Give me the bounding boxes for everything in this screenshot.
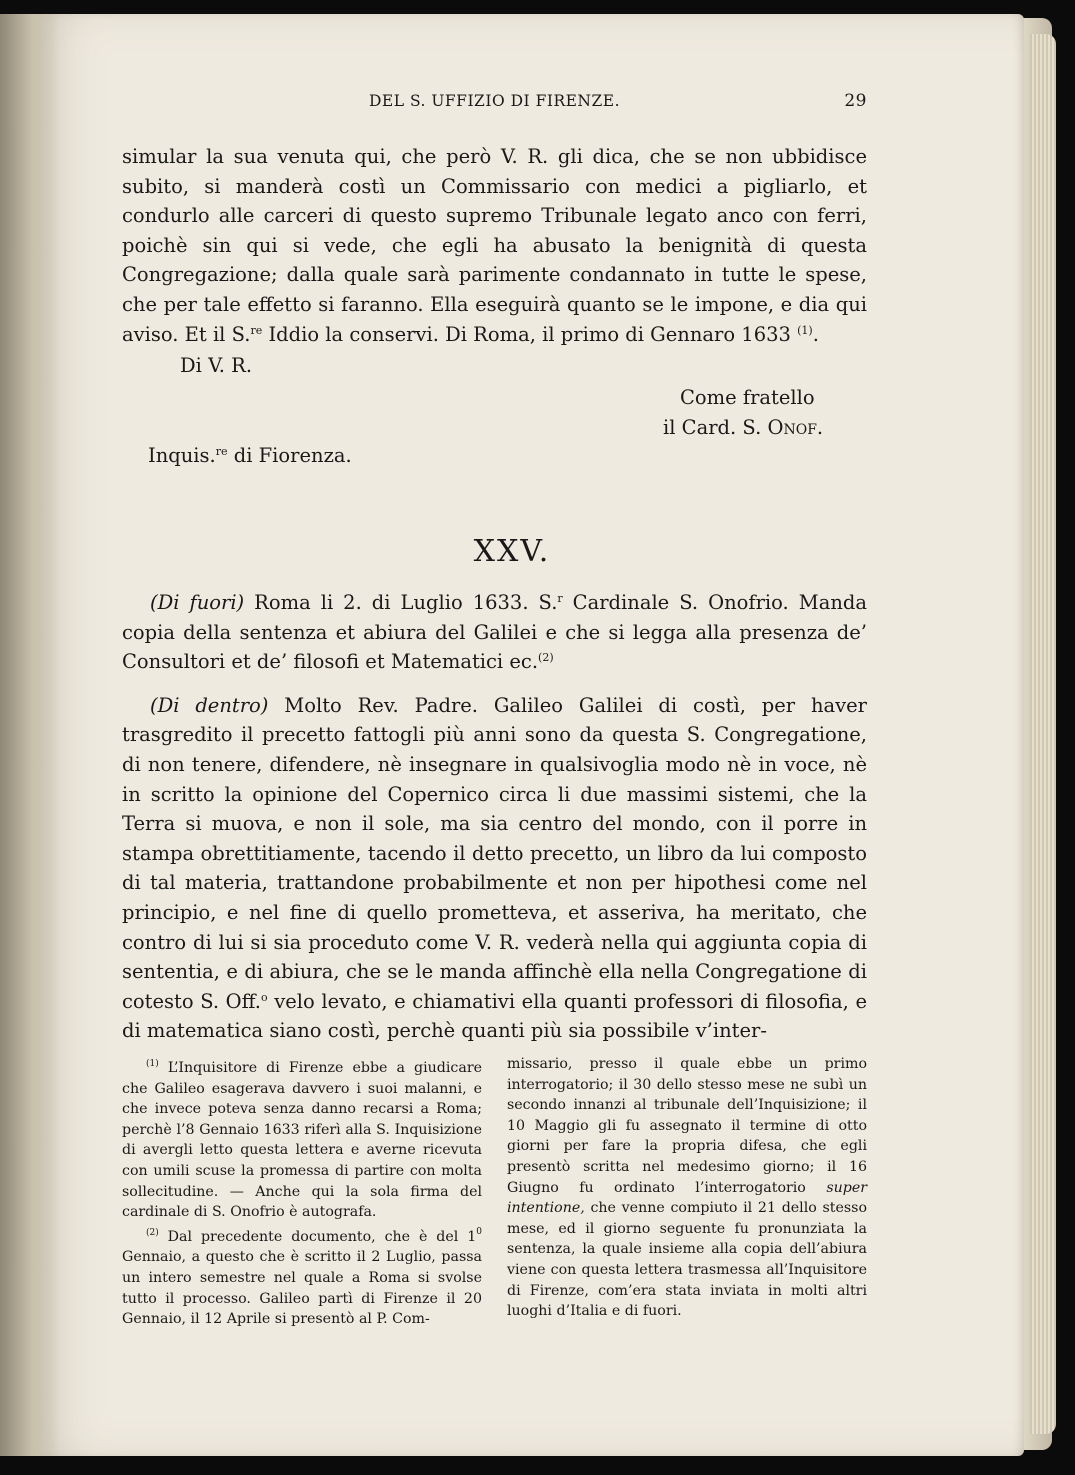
footnotes-right-column xyxy=(507,1054,867,1322)
letter-xxv-text: (Di dentro) Molto Rev. Padre. Galileo Galilei di costì, per haver trasgredito il precetto fattogli più anni sono da questa S. Congregatione, di non tenere, difendere, nè insegnare in qualsivoglia modo nè in voce, nè in scritto la opinione del Copernico circa li due massimi sistemi, che la Terra si muova, e non il sole, ma sia centro del mondo, con il porre in stampa obrettitiamente, tacendo il detto precetto, un libro da lui composto di tal materia, trattandone probabilmente et non per hipothesi come nel principio, e nel fine di quello prometteva, et asseriva, ha meritato, che contro di lui si sia proceduto come V. R. vederà nella qui aggiunta copia di sententia, e di abiura, che se le manda affinchè ella nella Congregatione di cotesto S. Off.$^o$ velo levato, e chiamativi ella quanti professori di filosofia, e di matematica siano costì, perchè quanti più sia possibile v’inter- xyxy=(122,693,868,1043)
page-gutter-shadow xyxy=(0,14,60,1456)
addressee: Inquis.$^{re}$ di Fiorenza. xyxy=(148,444,352,467)
signature: il Card. S. Onof. xyxy=(663,416,824,439)
document-number-heading: XXV. xyxy=(473,534,551,569)
footnote-1: $^{(1)}$ L’Inquisitore di Firenze ebbe a giudicare che Galileo esagerava davvero i suoi malanni, e che invece poteva senza danno recarsi a Roma; perchè l’8 Gennaio 1633 riferì alla S. Inquisizione di avergli letto questa lettera e averne ricevuta con umili scuse la promessa di partire con molta sollecitudine. — Anche qui la sola firma del cardinale di S. Onofrio è autografa. xyxy=(122,1059,482,1221)
footnotes xyxy=(122,1054,867,1344)
footnote-2-continuation: missario, presso il quale ebbe un primo interrogatorio; il 30 dello stesso mese ne subì un secondo innanzi al tribunale dell’Inquisizione; il 10 Maggio gli fu assegnato il termine di otto giorni per fare la propria difesa, che egli presentò scritta nel medesimo giorno; il 16 Giugno fu ordinato l’interrogatorio super intentione, che venne compiuto il 21 dello stesso mese, ed il giorno seguente fu pronunziata la sentenza, la quale insieme alla copia dell’abiura viene con questa lettera trasmessa all’Inquisitore di Firenze, com’era stata inviata in molti altri luoghi d’Italia e di fuori. xyxy=(507,1056,867,1320)
running-head xyxy=(122,92,867,116)
footnote-2: $^{(2)}$ Dal precedente documento, che è del $1^0$ Gennaio, a questo che è scritto il 2 Luglio, passa un intero semestre nel quale a Roma si svolse tutto il processo. Galileo partì di Firenze il 20 Gennaio, il 12 Aprile si presentò al P. Com- xyxy=(122,1226,482,1328)
book-page-stack xyxy=(1030,34,1056,1434)
signature-name: Onof. xyxy=(767,416,824,439)
letter-xxiv-body xyxy=(122,142,867,349)
salutation: Di V. R. xyxy=(180,354,253,377)
page-number: 29 xyxy=(844,91,867,111)
letter-xxv-body xyxy=(122,588,867,1046)
letter-xxiv-paragraph: simular la sua venuta qui, che però V. R. gli dica, che se non ubbidisce subito, si manderà costì un Commissario con medici a pigliarlo, et condurlo alle carceri di questo supremo Tribunale legato anco con ferri, poichè sin qui si vede, che egli ha abusato la benignità di questa Congregazione; dalla quale sarà parimente condannato in tutte le spese, che per tale effetto si faranno. Ella eseguirà quanto se le impone, e dia qui aviso. Et il S.$^{re}$ Iddio la conservi. Di Roma, il primo di Gennaro 1633 $^{(1)}$. xyxy=(122,145,867,346)
footnote-ref-1: (1) xyxy=(797,323,813,337)
closing-formula: Come fratello xyxy=(680,386,815,409)
running-title: DEL S. UFFIZIO DI FIRENZE. xyxy=(368,92,621,110)
letter-xxv-summary: (Di fuori) Roma li 2. di Luglio 1633. S.$^r$ Cardinale S. Onofrio. Manda copia della sentenza et abiura del Galilei e che si legga alla presenza de’ Consultori et de’ filosofi et Matematici ec.$^{(2)}$ xyxy=(122,591,868,674)
footnotes-left-column xyxy=(122,1054,482,1330)
book-page xyxy=(0,14,1024,1456)
footnote-ref-2: (2) xyxy=(538,651,554,665)
